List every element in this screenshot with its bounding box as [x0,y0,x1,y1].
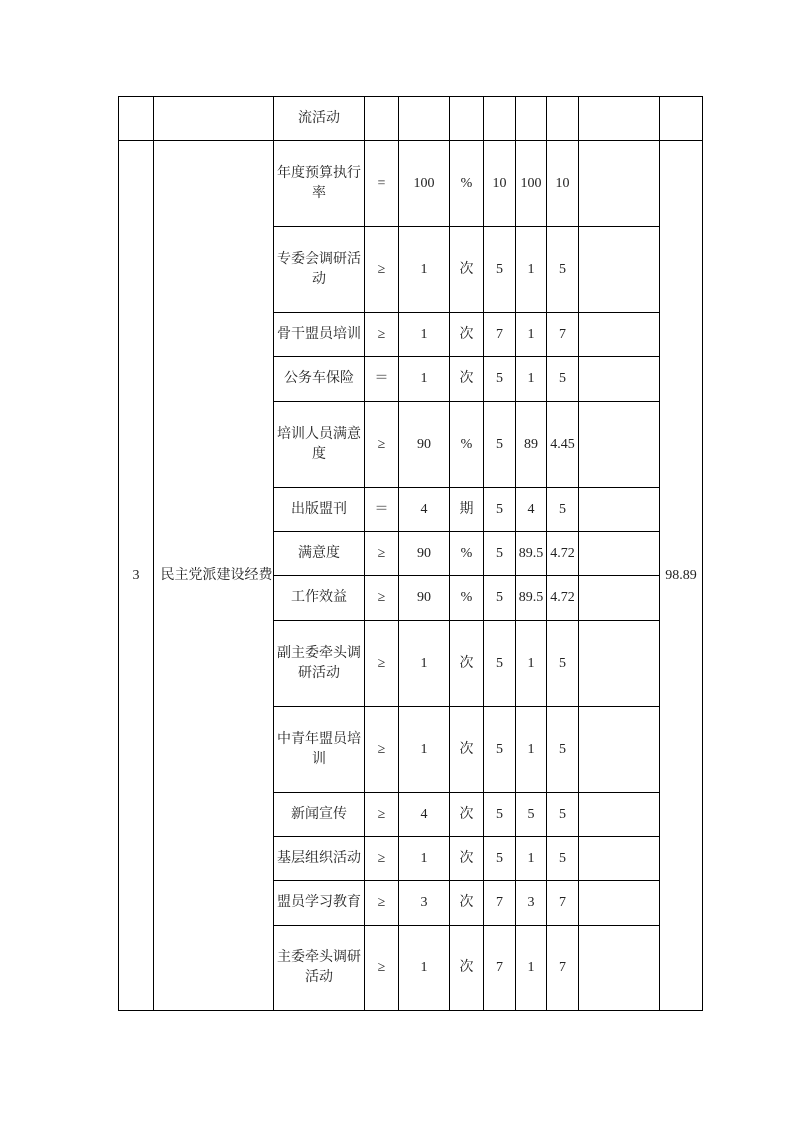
op-cell [365,97,399,141]
score-cell: 4.72 [547,532,579,576]
unit-cell: % [450,532,484,576]
weight-cell: 5 [484,576,516,621]
weight-cell: 10 [484,141,516,227]
target-cell: 90 [399,402,450,488]
target-cell: 1 [399,837,450,881]
unit-cell: 次 [450,227,484,313]
score-cell: 10 [547,141,579,227]
actual-cell: 89.5 [516,532,547,576]
unit-cell: 次 [450,313,484,357]
unit-cell: 次 [450,357,484,402]
op-cell: ＝ [365,488,399,532]
table-row [119,141,703,227]
weight-cell: 5 [484,707,516,793]
weight-cell: 5 [484,357,516,402]
op-cell: ≥ [365,926,399,1011]
indicator-cell: 副主委牵头调研活动 [274,621,365,707]
score-cell: 5 [547,837,579,881]
indicator-cell: 主委牵头调研活动 [274,926,365,1011]
actual-cell: 4 [516,488,547,532]
actual-cell: 1 [516,357,547,402]
op-cell: = [365,141,399,227]
weight-cell: 5 [484,793,516,837]
target-cell: 1 [399,357,450,402]
op-cell: ≥ [365,402,399,488]
target-cell: 90 [399,576,450,621]
actual-cell: 89 [516,402,547,488]
indicator-cell: 年度预算执行率 [274,141,365,227]
actual-cell: 89.5 [516,576,547,621]
indicator-cell: 中青年盟员培训 [274,707,365,793]
indicator-cell: 新闻宣传 [274,793,365,837]
target-cell: 1 [399,707,450,793]
score-cell: 5 [547,793,579,837]
note-cell [579,532,660,576]
note-cell [579,227,660,313]
indicator-cell: 公务车保险 [274,357,365,402]
indicator-cell: 流活动 [274,97,365,141]
weight-cell: 5 [484,402,516,488]
weight-cell: 7 [484,313,516,357]
actual-cell: 1 [516,707,547,793]
unit-cell: 次 [450,793,484,837]
op-cell: ≥ [365,793,399,837]
note-cell [579,621,660,707]
weight-cell [484,97,516,141]
note-cell [579,141,660,227]
op-cell: ≥ [365,576,399,621]
note-cell [579,357,660,402]
table-row [119,97,703,141]
op-cell: ≥ [365,621,399,707]
actual-cell: 1 [516,313,547,357]
actual-cell: 5 [516,793,547,837]
indicator-cell: 出版盟刊 [274,488,365,532]
note-cell [579,402,660,488]
weight-cell: 7 [484,926,516,1011]
unit-cell: % [450,576,484,621]
target-cell: 1 [399,621,450,707]
weight-cell: 5 [484,227,516,313]
note-cell [579,576,660,621]
score-cell: 4.45 [547,402,579,488]
unit-cell: 次 [450,926,484,1011]
note-cell [579,926,660,1011]
weight-cell: 7 [484,881,516,926]
weight-cell: 5 [484,532,516,576]
actual-cell: 1 [516,926,547,1011]
actual-cell: 100 [516,141,547,227]
total-score-cell: 98.89 [660,141,703,1011]
index-cell: 3 [119,141,154,1011]
note-cell [579,97,660,141]
score-cell: 5 [547,707,579,793]
unit-cell: % [450,141,484,227]
performance-table [118,96,703,1011]
score-cell: 5 [547,488,579,532]
note-cell [579,707,660,793]
project-cell [154,97,274,141]
target-cell [399,97,450,141]
actual-cell: 3 [516,881,547,926]
op-cell: ≥ [365,532,399,576]
note-cell [579,793,660,837]
unit-cell: 次 [450,621,484,707]
op-cell: ≥ [365,837,399,881]
target-cell: 1 [399,313,450,357]
op-cell: ≥ [365,227,399,313]
target-cell: 3 [399,881,450,926]
score-cell: 7 [547,881,579,926]
unit-cell: 期 [450,488,484,532]
op-cell: ≥ [365,707,399,793]
indicator-cell: 培训人员满意度 [274,402,365,488]
op-cell: ≥ [365,881,399,926]
actual-cell: 1 [516,227,547,313]
score-cell: 4.72 [547,576,579,621]
unit-cell: 次 [450,707,484,793]
indicator-cell: 工作效益 [274,576,365,621]
note-cell [579,488,660,532]
target-cell: 100 [399,141,450,227]
op-cell: ＝ [365,357,399,402]
indicator-cell: 满意度 [274,532,365,576]
note-cell [579,881,660,926]
note-cell [579,313,660,357]
score-cell: 7 [547,313,579,357]
weight-cell: 5 [484,621,516,707]
target-cell: 1 [399,926,450,1011]
unit-cell [450,97,484,141]
actual-cell [516,97,547,141]
score-cell: 5 [547,227,579,313]
project-name: 民主党派建设经费 [160,567,273,583]
project-cell [154,141,274,1011]
score-cell: 5 [547,357,579,402]
actual-cell: 1 [516,837,547,881]
op-cell: ≥ [365,313,399,357]
score-cell: 5 [547,621,579,707]
score-cell: 7 [547,926,579,1011]
note-cell [579,837,660,881]
unit-cell: % [450,402,484,488]
target-cell: 90 [399,532,450,576]
actual-cell: 1 [516,621,547,707]
target-cell: 4 [399,488,450,532]
weight-cell: 5 [484,488,516,532]
indicator-cell: 专委会调研活动 [274,227,365,313]
total-cell [660,97,703,141]
weight-cell: 5 [484,837,516,881]
target-cell: 4 [399,793,450,837]
index-cell [119,97,154,141]
unit-cell: 次 [450,881,484,926]
indicator-cell: 基层组织活动 [274,837,365,881]
score-cell [547,97,579,141]
indicator-cell: 骨干盟员培训 [274,313,365,357]
indicator-cell: 盟员学习教育 [274,881,365,926]
target-cell: 1 [399,227,450,313]
unit-cell: 次 [450,837,484,881]
